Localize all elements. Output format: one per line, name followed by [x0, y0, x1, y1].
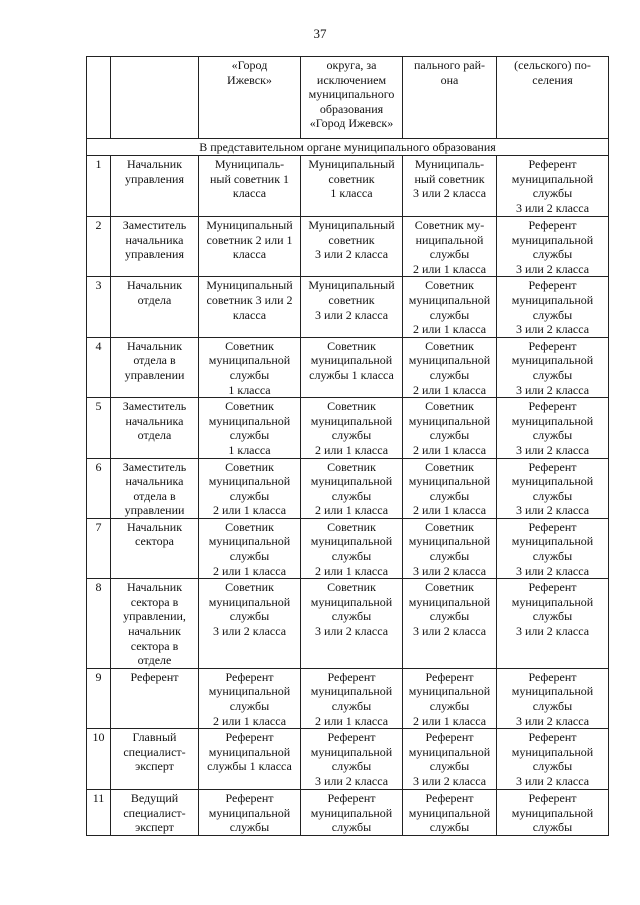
header-col2-cell: [199, 57, 301, 139]
position-title: Референт: [130, 669, 179, 684]
section-title: В представительном органе муниципального образования: [87, 139, 609, 156]
grade-cell: [199, 518, 301, 578]
grade-text: Референт муниципальной службы 3 или 2 класса: [511, 338, 594, 397]
position-cell: [111, 398, 199, 458]
grade-cell: [403, 729, 497, 790]
grade-cell: [403, 337, 497, 397]
grade-text: Референт муниципальной службы 2 или 1 класса: [408, 669, 491, 728]
grade-text: Референт муниципальной службы: [511, 791, 594, 835]
row-number: 1: [95, 157, 102, 171]
row-number: 3: [95, 278, 102, 293]
position-title: Заместитель начальника управления: [122, 218, 187, 262]
row-number: 8: [95, 580, 102, 595]
position-cell: [111, 277, 199, 337]
position-cell: [111, 579, 199, 669]
position-cell: [111, 217, 199, 277]
grade-cell: [403, 668, 497, 728]
grade-cell: [403, 790, 497, 836]
grade-cell: [497, 156, 609, 217]
grade-text: Муниципальный советник 3 или 2 класса: [308, 218, 395, 262]
table-row: [87, 790, 609, 836]
header-col3-text: округа, за исключением муниципального образования «Город Ижевск»: [308, 58, 395, 131]
row-number-cell: [87, 518, 111, 578]
grade-text: Референт муниципальной службы 3 или 2 класса: [408, 730, 491, 788]
grade-cell: [497, 217, 609, 277]
grade-cell: [301, 458, 403, 518]
grade-cell: [199, 156, 301, 217]
header-col2-text: «Город Ижевск»: [227, 58, 272, 87]
table-row: [87, 518, 609, 578]
grade-text: Муниципаль- ный советник 1 класса: [209, 157, 290, 201]
grade-text: Советник муниципальной службы 2 или 1 класса: [208, 519, 291, 578]
grade-text: Советник муниципальной службы 3 или 2 класса: [310, 580, 393, 639]
row-number: 6: [95, 459, 102, 474]
grade-cell: [199, 458, 301, 518]
grade-cell: [403, 156, 497, 217]
table-row: [87, 277, 609, 337]
grade-cell: [199, 790, 301, 836]
grade-cell: [403, 518, 497, 578]
grade-cell: [403, 277, 497, 337]
grade-cell: [199, 729, 301, 790]
grade-cell: [403, 579, 497, 669]
position-title: Начальник отдела в управлении: [124, 338, 185, 382]
table-row: [87, 458, 609, 518]
grade-text: Референт муниципальной службы 1 класса: [207, 730, 292, 774]
grade-text: Советник муниципальной службы 2 или 1 класса: [408, 338, 491, 397]
grade-cell: [497, 398, 609, 458]
grade-text: Референт муниципальной службы 3 или 2 класса: [511, 519, 594, 578]
grade-cell: [403, 458, 497, 518]
grade-cell: [497, 458, 609, 518]
grades-table: [86, 56, 609, 836]
position-cell: [111, 668, 199, 728]
grade-text: Муниципаль- ный советник 3 или 2 класса: [412, 157, 487, 201]
grade-cell: [497, 337, 609, 397]
position-cell: [111, 458, 199, 518]
position-title: Заместитель начальника отдела: [122, 399, 187, 443]
position-cell: [111, 729, 199, 790]
grade-text: Референт муниципальной службы 3 или 2 класса: [511, 459, 594, 518]
header-col4-cell: [403, 57, 497, 139]
grade-text: Референт муниципальной службы: [208, 791, 291, 835]
page-number: 37: [313, 26, 327, 41]
row-number-cell: [87, 277, 111, 337]
grade-cell: [301, 398, 403, 458]
grade-cell: [301, 217, 403, 277]
grade-text: Муниципальный советник 2 или 1 класса: [206, 218, 293, 262]
header-position-cell: [111, 57, 199, 139]
row-number: 9: [95, 669, 102, 684]
grade-cell: [199, 579, 301, 669]
grade-cell: [403, 398, 497, 458]
header-row: [87, 57, 609, 139]
row-number: 11: [92, 791, 105, 806]
grade-text: Референт муниципальной службы 3 или 2 класса: [511, 157, 594, 215]
header-col5-cell: [497, 57, 609, 139]
grade-text: Советник муниципальной службы 3 или 2 класса: [408, 580, 491, 639]
row-number-cell: [87, 668, 111, 728]
table-row: [87, 398, 609, 458]
grade-cell: [301, 337, 403, 397]
table-row: [87, 668, 609, 728]
row-number-cell: [87, 217, 111, 277]
grade-cell: [497, 579, 609, 669]
grade-cell: [199, 668, 301, 728]
header-col3-cell: [301, 57, 403, 139]
grade-text: Советник муниципальной службы 2 или 1 класса: [408, 278, 491, 337]
grade-cell: [497, 518, 609, 578]
grade-text: Советник муниципальной службы 2 или 1 класса: [310, 399, 393, 457]
grade-text: Советник му- ниципальной службы 2 или 1 класса: [412, 218, 487, 276]
grade-text: Референт муниципальной службы 3 или 2 класса: [511, 218, 594, 276]
grade-cell: [301, 156, 403, 217]
grade-cell: [199, 277, 301, 337]
position-cell: [111, 518, 199, 578]
grade-text: Референт муниципальной службы: [408, 791, 491, 835]
grade-text: Советник муниципальной службы 2 или 1 класса: [408, 459, 491, 518]
grade-cell: [497, 729, 609, 790]
grade-text: Муниципальный советник 3 или 2 класса: [206, 278, 293, 322]
header-col5-text: (сельского) по- селения: [514, 58, 591, 87]
grade-cell: [301, 518, 403, 578]
grade-text: Референт муниципальной службы 2 или 1 класса: [310, 669, 393, 728]
row-number: 5: [95, 399, 102, 414]
row-number: 2: [95, 218, 102, 232]
position-cell: [111, 790, 199, 836]
grade-cell: [403, 217, 497, 277]
position-title: Начальник сектора: [126, 519, 183, 549]
grade-text: Советник муниципальной службы 1 класса: [309, 338, 394, 382]
grade-text: Советник муниципальной службы 3 или 2 класса: [208, 580, 291, 639]
table-body: [87, 57, 609, 836]
table-row: [87, 217, 609, 277]
row-number: 7: [95, 519, 102, 534]
position-title: Ведущий специалист- эксперт: [123, 791, 186, 835]
grade-cell: [199, 337, 301, 397]
grade-cell: [497, 790, 609, 836]
grade-cell: [301, 277, 403, 337]
grade-cell: [199, 217, 301, 277]
grade-text: Референт муниципальной службы 3 или 2 класса: [310, 730, 393, 788]
row-number-cell: [87, 579, 111, 669]
row-number-cell: [87, 337, 111, 397]
grade-text: Референт муниципальной службы 2 или 1 класса: [208, 669, 291, 728]
position-cell: [111, 337, 199, 397]
position-cell: [111, 156, 199, 217]
position-title: Заместитель начальника отдела в управлении: [122, 459, 187, 518]
grade-text: Советник муниципальной службы 2 или 1 класса: [208, 459, 291, 518]
header-col4-text: пального рай- она: [413, 58, 486, 87]
grade-text: Советник муниципальной службы 2 или 1 класса: [310, 519, 393, 578]
position-title: Начальник управления: [125, 157, 184, 186]
grade-cell: [301, 579, 403, 669]
row-number-cell: [87, 790, 111, 836]
grade-text: Референт муниципальной службы 3 или 2 класса: [511, 399, 594, 457]
grade-cell: [301, 790, 403, 836]
header-num-cell: [87, 57, 111, 139]
table-row: [87, 156, 609, 217]
grade-text: Советник муниципальной службы 1 класса: [208, 338, 291, 397]
grade-text: Референт муниципальной службы 3 или 2 класса: [511, 278, 594, 337]
grade-text: Референт муниципальной службы: [310, 791, 393, 835]
row-number-cell: [87, 398, 111, 458]
position-title: Начальник отдела: [126, 278, 183, 307]
grade-text: Советник муниципальной службы 3 или 2 класса: [408, 519, 491, 578]
grade-text: Референт муниципальной службы 3 или 2 класса: [511, 580, 594, 639]
grade-cell: [301, 729, 403, 790]
position-title: Главный специалист- эксперт: [123, 730, 186, 774]
table-row: [87, 337, 609, 397]
grade-cell: [497, 277, 609, 337]
table-row: [87, 579, 609, 669]
grade-text: Советник муниципальной службы 2 или 1 класса: [310, 459, 393, 518]
section-row: [87, 139, 609, 156]
row-number-cell: [87, 156, 111, 217]
grade-text: Муниципальный советник 3 или 2 класса: [308, 278, 395, 322]
grade-text: Муниципальный советник 1 класса: [308, 157, 395, 201]
grade-cell: [497, 668, 609, 728]
row-number: 4: [95, 338, 102, 353]
grade-text: Советник муниципальной службы 2 или 1 класса: [408, 399, 491, 457]
row-number-cell: [87, 458, 111, 518]
grade-cell: [301, 668, 403, 728]
grade-text: Референт муниципальной службы 3 или 2 класса: [511, 730, 594, 788]
grade-cell: [199, 398, 301, 458]
row-number-cell: [87, 729, 111, 790]
grade-text: Советник муниципальной службы 1 класса: [208, 399, 291, 457]
table-row: [87, 729, 609, 790]
row-number: 10: [92, 730, 105, 745]
grade-text: Референт муниципальной службы 3 или 2 класса: [511, 669, 594, 728]
position-title: Начальник сектора в управлении, начальник сектора в отделе: [123, 580, 186, 668]
